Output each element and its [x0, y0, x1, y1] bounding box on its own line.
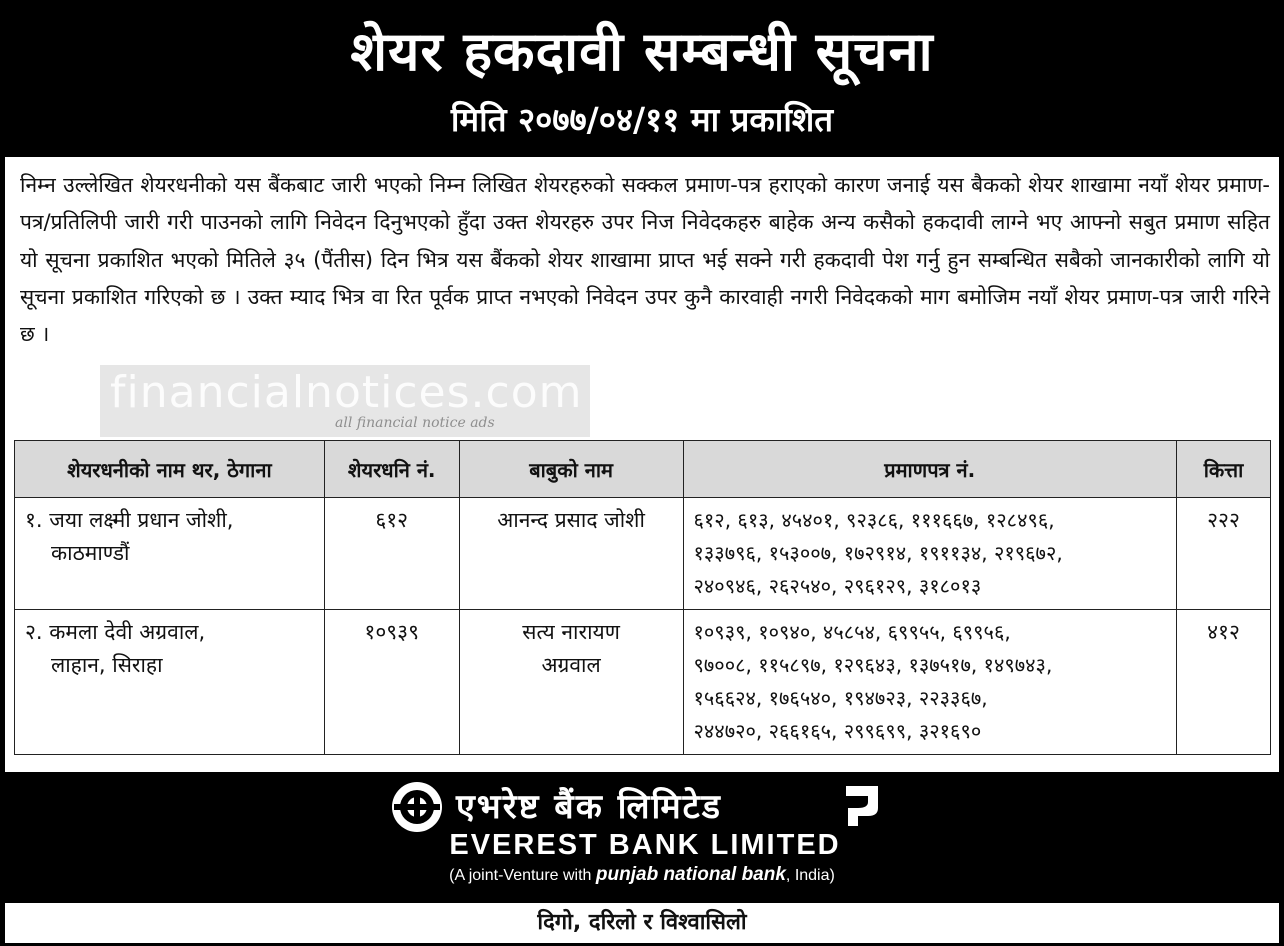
- col-header-holder-no: शेयरधनि नं.: [324, 441, 459, 498]
- tagline-bar: [5, 903, 1279, 943]
- cert-line: ६१२, ६१३, ४५४०१, ९२३८६, १११६६७, १२८४९६,: [693, 508, 1055, 532]
- everest-bank-logo-icon: [392, 782, 442, 832]
- cell-name: [15, 498, 325, 610]
- cert-line: १३३७९६, १५३००७, १७२९१४, १९११३४, २१९६७२,: [693, 541, 1063, 565]
- watermark: [100, 365, 590, 437]
- cell-father: [459, 610, 683, 755]
- father-name: सत्य नारायण: [522, 620, 620, 644]
- bank-name-nepali: एभरेष्ट बैंक लिमिटेड: [456, 787, 722, 827]
- table-header-row: [15, 441, 1271, 498]
- notice-paragraph: निम्न उल्लेखित शेयरधनीको यस बैंकबाट जारी भएको निम्न लिखित शेयरहरुको सक्कल प्रमाण-पत्र हराएको कारण जनाई यस बैकको शेयर शाखामा नयाँ शेयर प्रमाण-पत्र/प्रतिलिपी जारी गरी पाउनको लागि निवेदन दिनुभएको हुँदा उक्त शेयरहरु उपर निज निवेदकहरु बाहेक अन्य कसैको हकदावी लाग्ने भए आफ्नो सबुत प्रमाण सहित यो सूचना प्रकाशित भएको मितिले ३५ (पैंतीस) दिन भित्र यस बैंकको शेयर शाखामा प्राप्त भई सक्ने गरी हकदावी पेश गर्नु हुन सम्बन्धित सबैको जानकारीको लागि यो सूचना प्रकाशित गरिएको छ । उक्त म्याद भित्र वा रित पूर्वक प्राप्त नभएको निवेदन उपर कुनै कारवाही नगरी निवेदकको माग बमोजिम नयाँ शेयर प्रमाण-पत्र जारी गरिने छ ।: [20, 173, 1270, 347]
- father-name: आनन्द प्रसाद जोशी: [497, 508, 645, 532]
- notice-header: [0, 0, 1284, 155]
- joint-venture-line: [0, 864, 1284, 886]
- cell-holder-no: ६१२: [324, 498, 459, 610]
- pnb-logo-icon: [842, 782, 882, 830]
- holder-name: २. कमला देवी अग्रवाल,: [25, 620, 206, 644]
- table-row: [15, 610, 1271, 755]
- cell-father: [459, 498, 683, 610]
- notice-body: [5, 157, 1279, 772]
- bank-tagline: दिगो, दरिलो र विश्वासिलो: [537, 910, 747, 935]
- bank-name-english: EVEREST BANK LIMITED: [449, 829, 841, 861]
- cert-line: २४०९४६, २६२५४०, २९६१२९, ३१८०१३: [693, 574, 982, 598]
- cell-certificates: [683, 610, 1177, 755]
- jv-partner: punjab national bank: [595, 864, 786, 885]
- table-row: [15, 498, 1271, 610]
- cell-kitta: २२२: [1177, 498, 1271, 610]
- cert-line: १०९३९, १०९४०, ४५८५४, ६९९५५, ६९९५६,: [693, 620, 1011, 644]
- father-name-cont: अग्रवाल: [541, 653, 601, 677]
- holder-name: १. जया लक्ष्मी प्रधान जोशी,: [25, 508, 234, 532]
- notice-title: शेयर हकदावी सम्बन्धी सूचना: [350, 20, 934, 83]
- bank-logo-row: [392, 780, 892, 836]
- jv-suffix: , India): [785, 867, 835, 884]
- col-header-certificate: प्रमाणपत्र नं.: [683, 441, 1177, 498]
- cell-holder-no: १०९३९: [324, 610, 459, 755]
- holder-address: काठमाण्डौं: [51, 541, 130, 565]
- col-header-father: बाबुको नाम: [459, 441, 683, 498]
- bank-footer: [0, 772, 1284, 902]
- share-claim-table: [14, 440, 1271, 755]
- col-header-name: शेयरधनीको नाम थर, ठेगाना: [15, 441, 325, 498]
- cell-name: [15, 610, 325, 755]
- cert-line: १५६६२४, १७६५४०, १९४७२३, २२३३६७,: [693, 686, 988, 710]
- cell-kitta: ४१२: [1177, 610, 1271, 755]
- publish-date: मिति २०७७/०४/११ मा प्रकाशित: [450, 100, 834, 139]
- cert-line: ९७००८, ११५८९७, १२९६४३, १३७५१७, १४९७४३,: [693, 653, 1053, 677]
- watermark-tagline: all financial notice ads: [335, 415, 495, 431]
- cert-line: २४४७२०, २६६१६५, २९९६९९, ३२१६९०: [693, 719, 982, 743]
- jv-prefix: (A joint-Venture with: [449, 867, 592, 884]
- cell-certificates: [683, 498, 1177, 610]
- col-header-kitta: कित्ता: [1177, 441, 1271, 498]
- watermark-text: financialnotices.com: [110, 367, 583, 418]
- holder-address: लाहान, सिराहा: [51, 653, 163, 677]
